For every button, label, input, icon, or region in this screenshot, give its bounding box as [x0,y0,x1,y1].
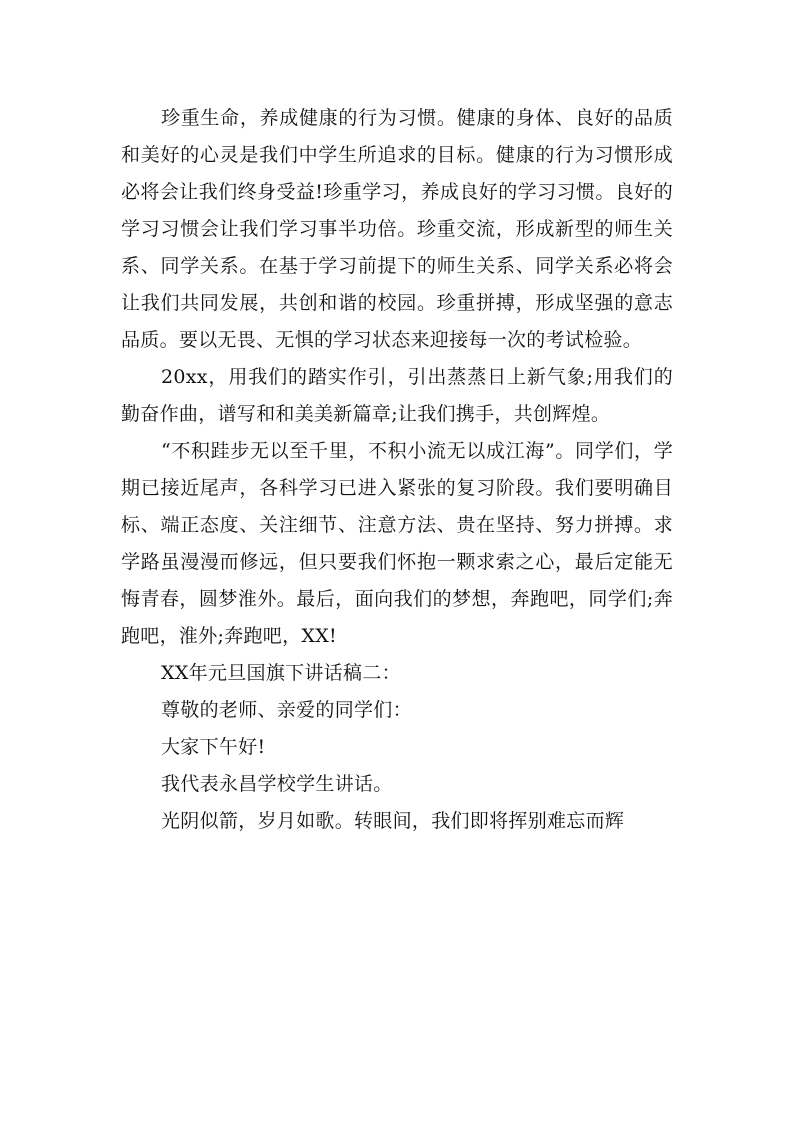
paragraph-representative: 我代表永昌学校学生讲话。 [161,773,393,795]
document-body [121,100,673,840]
paragraph-salutation: 尊敬的老师、亲爱的同学们： [161,699,412,721]
paragraph-20xx: 20xx，用我们的踏实作引，引出蒸蒸日上新气象;用我们的勤奋作曲，谱写和和美美新篇章;让我们携手，共创辉煌。 [121,366,673,425]
paragraph-cherish-life: 珍重生命，养成健康的行为习惯。健康的身体、良好的品质和美好的心灵是我们中学生所追求的目标。健康的行为习惯形成必将会让我们终身受益!珍重学习，养成良好的学习习惯。良好的学习习惯会让我们学习事半功倍。珍重交流，形成新型的师生关系、同学关系。在基于学习前提下的师生关系、同学关系必将会让我们共同发展，共创和谐的校园。珍重拼搏，形成坚强的意志品质。要以无畏、无惧的学习状态来迎接每一次的考试检验。 [121,107,673,351]
paragraph-time-flies: 光阴似箭，岁月如歌。转眼间，我们即将挥别难忘而辉 [161,810,625,832]
paragraph-proverb: “不积跬步无以至千里，不积小流无以成江海”。同学们，学期已接近尾声，各科学习已进入紧张的复习阶段。我们要明确目标、端正态度、关注细节、注意方法、贵在坚持、努力拼搏。求学路虽漫漫而修远，但只要我们怀抱一颗求索之心，最后定能无悔青春，圆梦淮外。最后，面向我们的梦想，奔跑吧，同学们;奔跑吧，淮外;奔跑吧，XX! [121,440,673,647]
paragraph-greeting: 大家下午好! [161,736,266,758]
paragraph-speech-two-title: XX年元旦国旗下讲话稿二： [161,662,401,684]
